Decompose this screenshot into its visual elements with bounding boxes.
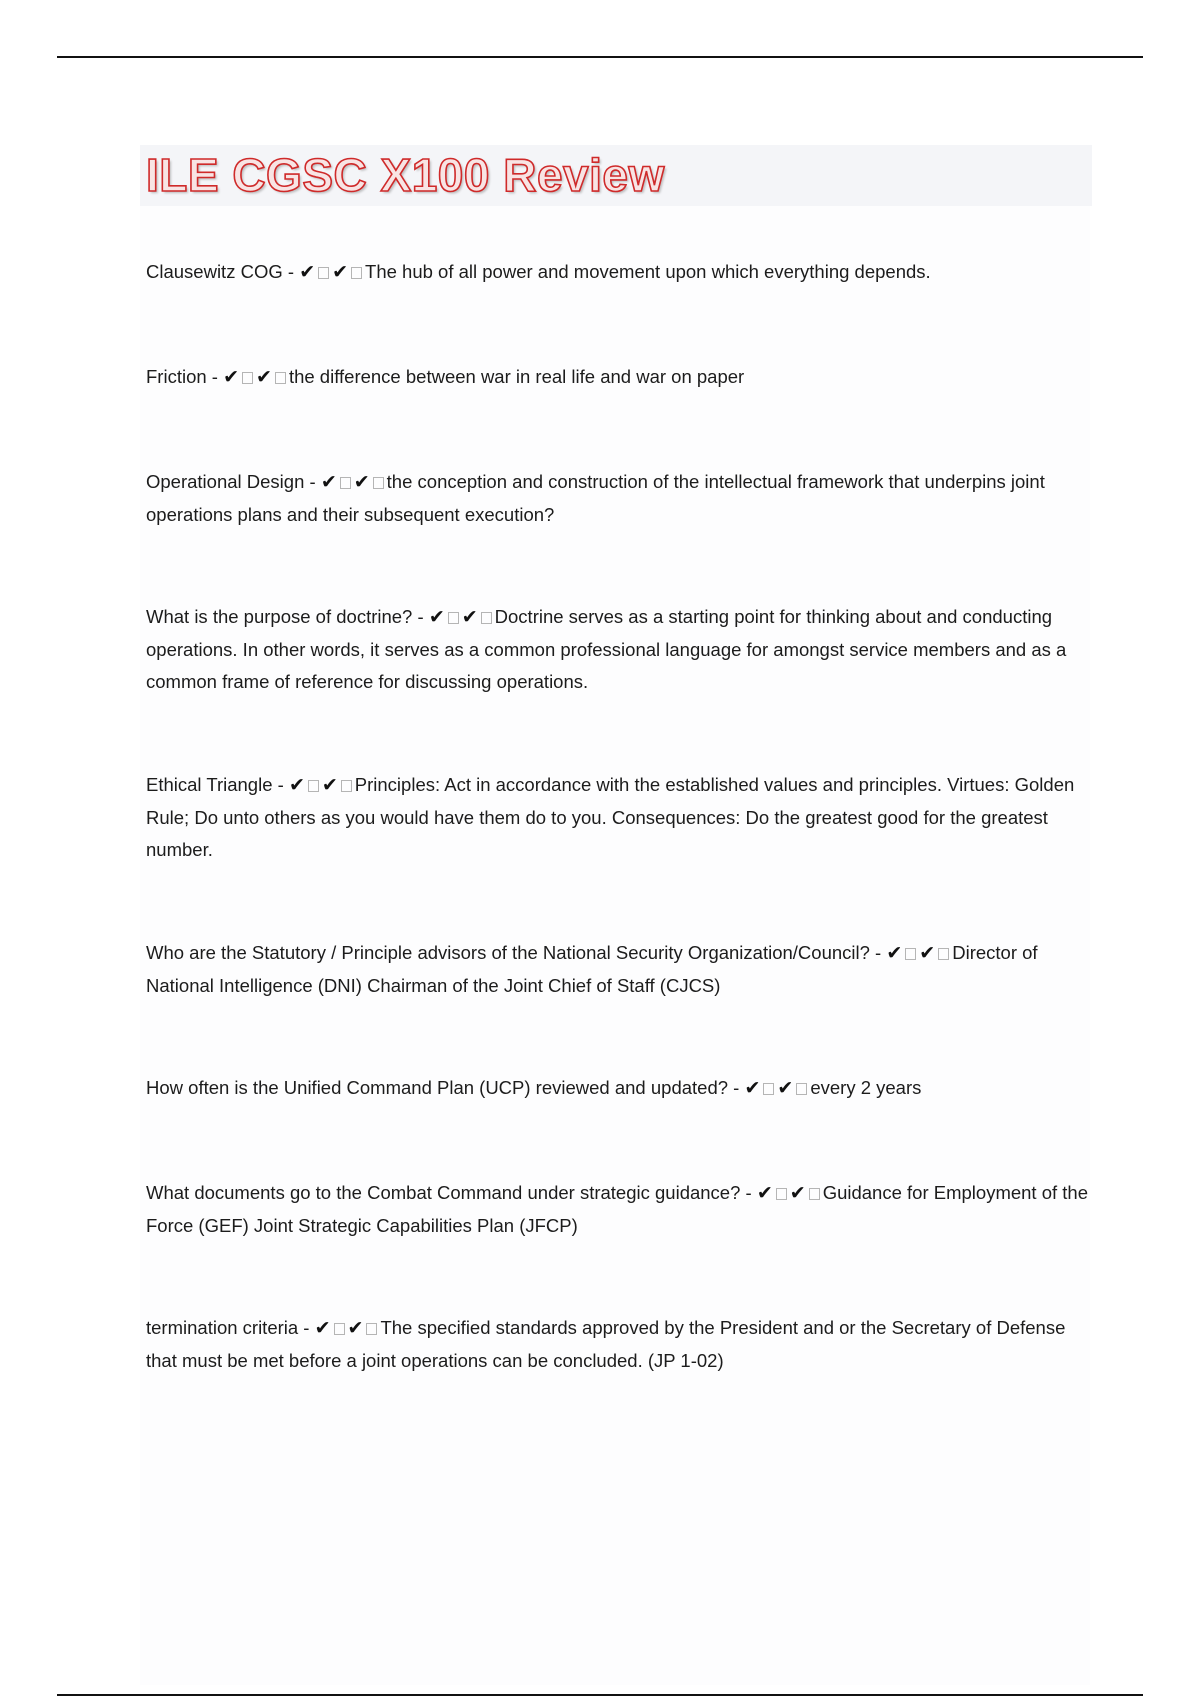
checkbox-glyph-icon — [308, 780, 319, 792]
qa-entry-statutory-advisors — [146, 937, 1091, 1002]
entry-term: termination criteria — [146, 1317, 299, 1338]
entry-answer: The hub of all power and movement upon which everything depends. — [365, 261, 931, 282]
qa-entry-operational-design — [146, 466, 1091, 531]
checkmark-icon: ✔ — [332, 261, 349, 283]
entry-term: What documents go to the Combat Command under strategic guidance? — [146, 1182, 741, 1203]
checkmark-icon: ✔ — [353, 471, 370, 493]
checkbox-glyph-icon — [318, 267, 329, 279]
qa-entry-termination-criteria — [146, 1312, 1091, 1377]
checkmark-icon: ✔ — [223, 366, 240, 388]
qa-entry-ethical-triangle — [146, 769, 1091, 867]
checkbox-glyph-icon — [938, 948, 949, 960]
term-separator: - — [728, 1077, 745, 1098]
checkmark-icon: ✔ — [428, 606, 445, 628]
entry-answer: The specified standards approved by the President and or the Secretary of Defense that must be met before a joint operations can be concluded. (JP 1-02) — [146, 1317, 1066, 1371]
checkmark-icon: ✔ — [320, 471, 337, 493]
qa-entry-ucp-review — [146, 1072, 1091, 1105]
term-separator: - — [206, 366, 224, 387]
checkmark-icon: ✔ — [789, 1182, 806, 1204]
checkmark-icon: ✔ — [777, 1077, 794, 1099]
term-separator: - — [412, 606, 429, 627]
entry-term: Who are the Statutory / Principle advisors of the National Security Organization/Council? — [146, 942, 870, 963]
qa-entry-purpose-of-doctrine — [146, 601, 1091, 699]
entry-answer: every 2 years — [810, 1077, 922, 1098]
term-separator: - — [282, 261, 300, 282]
term-separator: - — [740, 1182, 757, 1203]
checkbox-glyph-icon — [373, 477, 384, 489]
checkbox-glyph-icon — [340, 477, 351, 489]
checkbox-glyph-icon — [275, 372, 286, 384]
term-separator: - — [272, 774, 289, 795]
entry-term: Operational Design — [146, 471, 305, 492]
checkmark-icon: ✔ — [314, 1317, 331, 1339]
entry-answer: the conception and construction of the intellectual framework that underpins joint operations plans and their subsequent execution? — [146, 471, 1045, 525]
checkbox-glyph-icon — [809, 1188, 820, 1200]
checkbox-glyph-icon — [481, 612, 492, 624]
checkmark-icon: ✔ — [347, 1317, 364, 1339]
checkbox-glyph-icon — [796, 1083, 807, 1095]
document-title: ILE CGSC X100 Review — [146, 149, 665, 201]
checkmark-icon: ✔ — [756, 1182, 773, 1204]
checkmark-icon: ✔ — [256, 366, 272, 388]
checkbox-glyph-icon — [351, 267, 362, 279]
checkmark-icon: ✔ — [299, 261, 316, 283]
checkbox-glyph-icon — [366, 1323, 377, 1335]
checkmark-icon: ✔ — [744, 1077, 761, 1099]
entry-term: How often is the Unified Command Plan (UCP) reviewed and updated? — [146, 1077, 729, 1098]
term-separator: - — [304, 471, 321, 492]
qa-entry-strategic-guidance — [146, 1177, 1091, 1242]
qa-entry-friction — [146, 361, 1091, 394]
entry-term: Clausewitz COG — [146, 261, 283, 282]
footer-rule — [57, 1694, 1143, 1696]
checkmark-icon: ✔ — [288, 774, 305, 796]
checkmark-icon: ✔ — [886, 942, 903, 964]
checkmark-icon: ✔ — [321, 774, 338, 796]
checkbox-glyph-icon — [334, 1323, 345, 1335]
header-rule — [57, 56, 1143, 58]
checkmark-icon: ✔ — [919, 942, 936, 964]
entry-term: Ethical Triangle — [146, 774, 273, 795]
term-separator: - — [869, 942, 887, 963]
entry-answer: Doctrine serves as a starting point for thinking about and conducting operations. In other words, it serves as a common professional language for amongst service members and as a common frame of reference for discussing operations. — [146, 606, 1067, 692]
entry-answer: Guidance for Employment of the Force (GEF) Joint Strategic Capabilities Plan (JFCP) — [146, 1182, 1088, 1236]
term-separator: - — [298, 1317, 315, 1338]
qa-entry-clausewitz-cog — [146, 256, 1091, 289]
checkbox-glyph-icon — [763, 1083, 774, 1095]
checkbox-glyph-icon — [776, 1188, 787, 1200]
checkbox-glyph-icon — [341, 780, 352, 792]
checkmark-icon: ✔ — [461, 606, 478, 628]
entry-term: What is the purpose of doctrine? — [146, 606, 413, 627]
checkbox-glyph-icon — [448, 612, 459, 624]
entry-answer: the difference between war in real life and war on paper — [288, 366, 745, 387]
entry-term: Friction — [146, 366, 207, 387]
entry-answer: Principles: Act in accordance with the established values and principles. Virtues: Golden Rule; Do unto others as you would have them do to you. Consequences: Do the greatest good for the greatest number. — [146, 774, 1075, 860]
checkbox-glyph-icon — [905, 948, 916, 960]
entry-answer: Director of National Intelligence (DNI) Chairman of the Joint Chief of Staff (CJCS) — [146, 942, 1038, 996]
checkbox-glyph-icon — [242, 372, 253, 384]
